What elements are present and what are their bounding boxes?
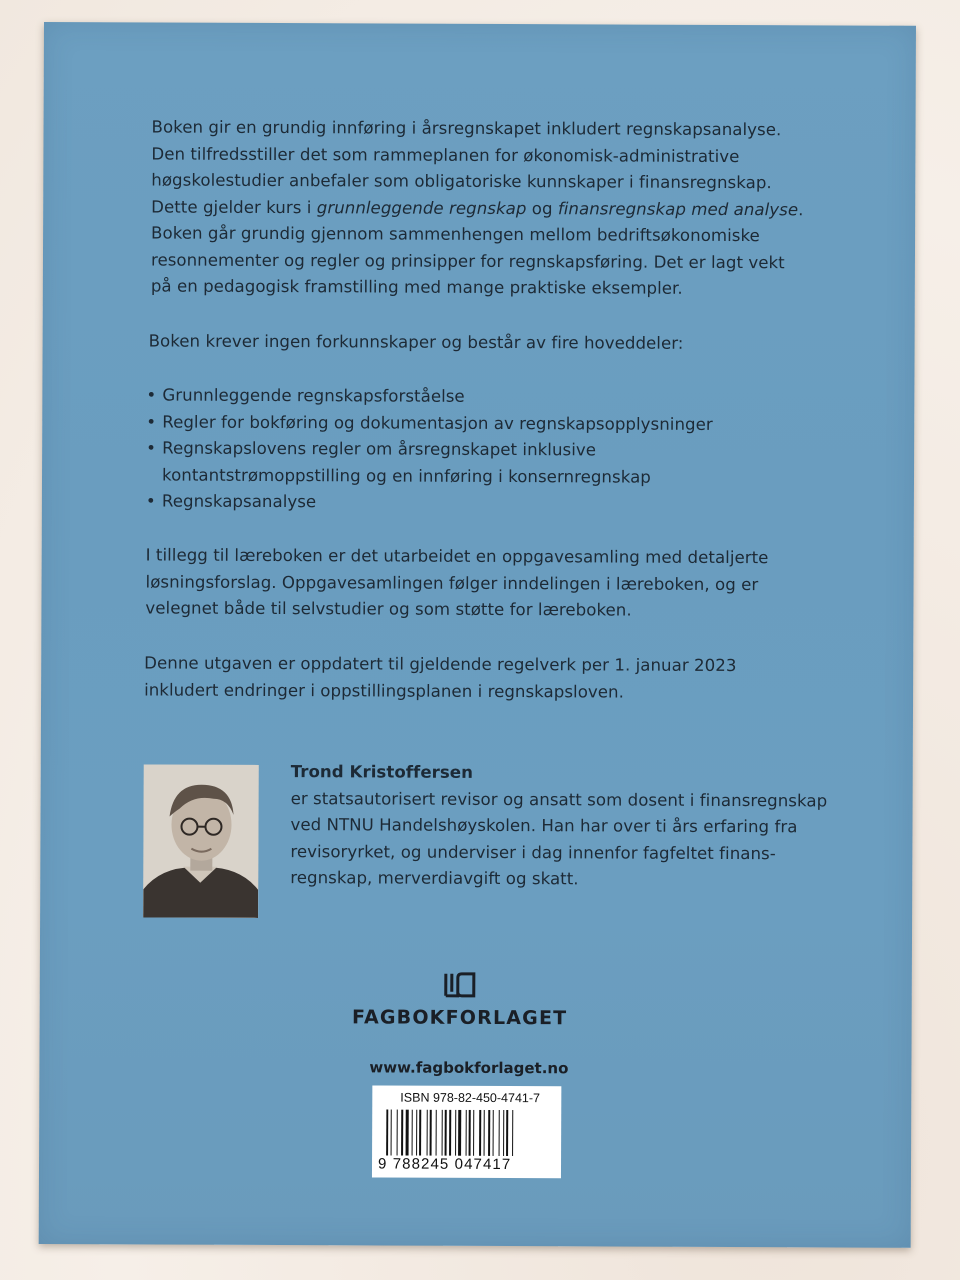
book-back-cover [39, 22, 916, 1248]
intro-text: og [526, 198, 558, 218]
intro-line [151, 194, 851, 224]
list-item-text: Regnskapslovens regler om årsregnskapet inklusive [162, 438, 597, 460]
author-photo [143, 764, 259, 918]
author-bio [290, 759, 851, 894]
barcode-label [372, 1085, 561, 1178]
list-item-text: kontantstrømoppstilling og en innføring i konsernregnskap [161, 465, 651, 487]
author-bio-line: regnskap, merverdiavgift og skatt. [290, 868, 579, 889]
intro-paragraph [151, 114, 852, 303]
author-name: Trond Kristoffersen [290, 762, 474, 782]
intro-line: høgskolestudier anbefaler som obligatoriske kunnskaper i finansregnskap. [151, 170, 772, 193]
author-bio-line: er statsautorisert revisor og ansatt som dosent i finansregnskap [290, 788, 828, 810]
workbook-line: velegnet både til selvstudier og som støtte for læreboken. [145, 598, 632, 620]
intro-text: Dette gjelder kurs i [151, 196, 317, 217]
course-name: finansregnskap med analyse [557, 198, 799, 219]
author-bio-line: revisoryrket, og underviser i dag innenfor fagfeltet finans- [290, 841, 776, 863]
publisher-website[interactable]: www.fagbokforlaget.no [369, 1058, 569, 1078]
intro-line: på en pedagogisk framstilling med mange praktiske eksempler. [150, 276, 683, 298]
barcode-icon [386, 1110, 548, 1157]
edition-paragraph [144, 650, 864, 706]
author-bio-line: ved NTNU Handelshøyskolen. Han har over ti års erfaring fra [290, 815, 798, 837]
open-book-icon [440, 970, 480, 1000]
author-portrait-icon [143, 764, 259, 918]
isbn-number: ISBN 978-82-450-4741-7 [400, 1090, 541, 1106]
course-name: grunnleggende regnskap [316, 197, 527, 218]
list-item [146, 435, 866, 491]
barcode-digits: 9 788245 047417 [377, 1155, 512, 1174]
intro-line: Den tilfredsstiller det som rammeplanen for økonomisk-administrative [151, 143, 740, 166]
intro-line: resonnementer og regler og prinsipper for regnskapsføring. Det er lagt vekt [150, 249, 785, 272]
workbook-line: I tillegg til læreboken er det utarbeidet en oppgavesamling med detaljerte [145, 545, 769, 568]
workbook-line: løsningsforslag. Oppgavesamlingen følger inndelingen i læreboken, og er [145, 571, 759, 594]
parts-intro [149, 328, 849, 358]
list-item: • Regnskapsanalyse [146, 488, 866, 518]
edition-line: Denne utgaven er oppdatert til gjeldende regelverk per 1. januar 2023 [144, 653, 737, 676]
publisher-name: FAGBOKFORLAGET [351, 1006, 568, 1030]
intro-line: Boken gir en grundig innføring i årsregnskapet inkludert regnskapsanalyse. [151, 117, 782, 140]
edition-line: inkludert endringer i oppstillingsplanen i regnskapsloven. [144, 679, 625, 702]
parts-list [146, 382, 867, 518]
list-item: • Grunnleggende regnskapsforståelse [146, 382, 866, 412]
workbook-paragraph [145, 542, 865, 625]
parts-intro-text: Boken krever ingen forkunnskaper og består av fire hoveddeler: [148, 331, 684, 353]
intro-text: . [798, 199, 804, 219]
list-item: • Regler for bokføring og dokumentasjon av regnskapsopplysninger [146, 409, 866, 439]
intro-line: Boken går grundig gjennom sammenhengen mellom bedriftsøkonomiske [151, 223, 760, 246]
